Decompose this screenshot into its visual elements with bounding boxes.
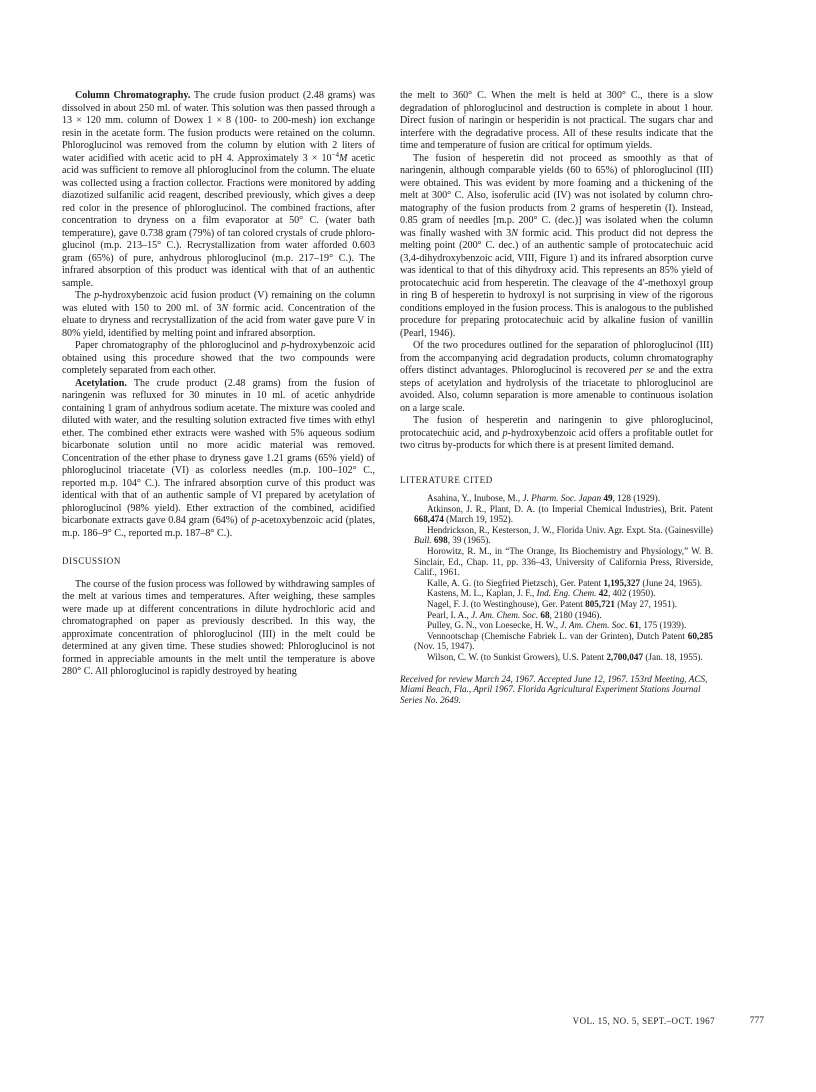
text-run: -hydroxybenzoic acid obtained using this procedure showed that the two compounds were completely separated from each other. <box>62 340 375 376</box>
reference-item <box>400 631 713 652</box>
body-paragraph <box>400 90 713 153</box>
text-run: Kalle, A. G. (to Siegfried Pietzsch), Ger. Patent <box>427 577 604 588</box>
bold-text: 1,195,327 <box>603 577 641 588</box>
text-run: -hydroxybenzoic acid offers a profitable outlet for two citrus by-products for which there is at present limited demand. <box>400 427 714 451</box>
text-run: , 39 (1965). <box>447 535 491 546</box>
text-run: formic acid. This product did not depress the melting point (200° C. dec.) of an authentic sample of protocatechuic acid (3,4-dihydroxybenzoic acid, VIII, Figure 1) and its infrared absorption curve was identical to that of this dihydroxy acid. This represents an 85% yield of protocatechuic acid from hesperetin. The cleavage of the 4′-methoxyl group in ring B of hesperetin to hydroxyl is not surprising in view of the rigorous conditions employed in the fusion process. This is analogous to the published procedure for preparing protocatechuic acid by alkaline fusion of vanillin (Pearl, 1946). <box>400 227 713 339</box>
body-paragraph <box>400 415 713 453</box>
text-run: The crude fusion product (2.48 grams) was dissolved in about 250 ml. of water. This solution was then passed through a 13 × 120 mm. column of Dowex 1 × 8 (100- to 200-mesh) ion exchange resin in the acetate form. The fusion products were retained on the column. Phloroglucinol was removed from the column by elution with 2 liters of water acidified with acetic acid to pH 4. Approximately 3 × 10 <box>62 90 375 164</box>
text-run: The fusion of hesperetin did not proceed as smoothly as that of naringenin, although comparable yields (60 to 65%) of phloroglucinol (III) were obtained. This was evident by more foaming and a thickening of the melt at 300° C. Also, isoferulic acid (IV) was not isolated by column chromatography of the fusion products from 2 grams of hesperetin (I). Instead, 0.85 gram of needles [m.p. 200° C. (dec.)] was isolated when the column was finally washed with 3 <box>400 152 713 239</box>
italic-text: p <box>502 427 508 439</box>
text-run: The fusion of hesperetin and naringenin to give phloroglucinol, protocatechuic acid, and <box>400 415 713 439</box>
text-run: , 402 (1950). <box>607 588 656 599</box>
bold-text: Column Chromatography. <box>75 90 191 101</box>
italic-text: per se <box>629 365 655 376</box>
body-paragraph <box>62 340 375 378</box>
reference-item <box>400 493 713 504</box>
reference-item <box>400 610 713 621</box>
reference-item <box>400 578 713 589</box>
italic-text: J. Am. Chem. Soc. <box>471 609 539 620</box>
body-paragraph <box>62 579 375 679</box>
bold-text: 60,285 <box>687 630 713 641</box>
text-run: The <box>75 290 95 301</box>
text-run: , 175 (1939). <box>638 620 687 631</box>
right-column <box>400 90 713 706</box>
text-run: Of the two procedures outlined for the separation of phloroglucinol (III) from the accompanying acid degradation products, column chromatography offers distinct advantages. Phloroglucinol is recovered <box>400 340 713 376</box>
text-run: (Jan. 18, 1955). <box>643 651 703 662</box>
reference-list <box>400 493 713 663</box>
journal-issue: VOL. 15, NO. 5, SEPT.–OCT. 1967 <box>572 1016 715 1026</box>
italic-text: J. Pharm. Soc. Japan <box>522 493 602 503</box>
bold-text: 668,474 <box>414 514 444 525</box>
text-run: , 2180 (1946). <box>549 609 602 620</box>
italic-text: N <box>221 302 229 314</box>
bold-text: 698 <box>433 535 448 546</box>
text-run: Atkinson, J. R., Plant, D. A. (to Imperial Chemical Industries), Brit. Patent <box>427 503 713 514</box>
body-paragraph <box>62 290 375 340</box>
reference-item <box>400 599 713 610</box>
text-run: Asahina, Y., Inubose, M., <box>427 493 523 503</box>
italic-text: p <box>281 340 287 351</box>
italic-text: p <box>251 515 257 526</box>
text-run: , 128 (1929). <box>612 493 660 503</box>
text-run: (Nov. 15, 1947). <box>414 641 475 652</box>
text-run: Pulley, G. N., von Loesecke, H. W., <box>427 620 561 631</box>
reference-item <box>400 546 713 578</box>
text-run: Paper chromatography of the phloroglucinol and <box>75 340 282 351</box>
reference-item <box>400 620 713 631</box>
text-run: the melt to 360° C. When the melt is held at 300° C., there is a slow degradation of phloroglucinol and destruction is complete in about 1 hour. Direct fusion of naringin or hesperidin is not practical. The sugars char and interfere with the degradative process. All of these results indicate that the time and temperature of fusion are critical for optimum yields. <box>400 90 713 151</box>
italic-text: p <box>94 290 100 301</box>
bold-text: Acetylation. <box>75 377 127 389</box>
body-paragraph <box>62 378 375 541</box>
references-heading: LITERATURE CITED <box>400 474 493 485</box>
text-run: -hydroxybenzoic acid fusion product (V) remaining on the column was eluted with 150 to 200 ml. of 3 <box>62 290 376 314</box>
text-run: Hendrickson, R., Kesterson, J. W., Florida Univ. Agr. Expt. Sta. (Gainesville) <box>427 524 713 535</box>
reference-item <box>400 525 713 546</box>
body-paragraph <box>400 153 713 341</box>
text-run: Wilson, C. W. (to Sunkist Growers), U.S. Patent <box>427 651 607 662</box>
page-number: 777 <box>749 1016 764 1026</box>
bold-text: 805,721 <box>585 598 615 609</box>
section-heading: DISCUSSION <box>62 556 122 566</box>
bold-text: 2,700,047 <box>606 651 644 662</box>
text-run: Kastens, M. L., Kaplan, J. F., <box>427 588 537 599</box>
text-run: The crude product (2.48 grams) from the fusion of naringenin was refluxed for 30 minutes in 10 ml. of acetic anhydride containing 1 gram of anhydrous sodium acetate. The mixture was cooled and diluted with water, and the resulting solution extracted five times with ethyl ether. The combined ether extracts were washed with 5% aqueous sodium bicarbonate solution until no more acidic material was removed. Concentration of the ether phase to dryness gave 1.21 grams (65% yield) of phloroglucinol triacetate (VI) as colorless needles (m.p. 100–102° C., reported m.p. 104° C.). The infrared absorption curve of this product was identical with that of an authentic sample of VI prepared by acetylation of phloroglucinol (98% yield). Ether extraction of the combined, acidified bicarbonate extracts gave 0.84 gram (64%) of <box>62 377 375 526</box>
body-paragraph <box>400 340 713 415</box>
text-run: Nagel, F. J. (to Westinghouse), Ger. Patent <box>427 598 586 609</box>
italic-text: Received for review March 24, 1967. Accepted June 12, 1967. 153rd Meeting, ACS, Miami Beach, Fla., April 1967. Florida Agricultural Experiment Stations Journal Series No. 2649. <box>400 673 708 706</box>
bold-text: 42 <box>598 588 608 599</box>
reference-item <box>400 588 713 599</box>
text-run: (May 27, 1951). <box>614 598 677 609</box>
italic-text: M <box>339 152 348 164</box>
bold-text: 68 <box>540 609 550 620</box>
italic-text: Bull. <box>414 535 432 546</box>
text-run: formic acid. Concentration of the eluate to dryness and recrystallization of the acid from water gave pure V in 80% yield, identified by melting point and infrared absorption. <box>62 302 376 339</box>
left-column <box>62 90 375 679</box>
reference-item <box>400 652 713 663</box>
italic-text: J. Am. Chem. Soc. <box>560 620 628 631</box>
text-run: Pearl, I. A., <box>427 609 472 620</box>
italic-text: N <box>511 227 518 239</box>
text-run: (March 19, 1952). <box>443 514 514 525</box>
italic-text: Ind. Eng. Chem. <box>536 588 597 599</box>
superscript-text: −4 <box>331 150 339 159</box>
bold-text: 61 <box>629 620 639 631</box>
received-note <box>400 674 713 706</box>
text-run: Vennootschap (Chemische Fabriek L. van der Grinten), Dutch Patent <box>427 630 688 641</box>
text-run: (June 24, 1965). <box>640 577 703 588</box>
text-run: -acetoxybenzoic acid (plates, m.p. 186–9° C., reported m.p. 187–8° C.). <box>62 515 375 539</box>
text-run: acetic acid was sufficient to remove all phloroglucinol from the column. The eluate was collected using a fraction collector. Fractions were monitored by adding diazotized sulfanilic acid reagent, described previously, which gives a deep red color in the presence of phloroglucinol. The combined fractions, after concentration to dryness on a film evaporator at 50° C. (water bath temperature), gave 0.738 gram (79%) of tan colored crystals of crude phloroglucinol (m.p. 213–15° C.). Recrystallization from water afforded 0.603 gram (65%) of pure, anhydrous phloroglucinol (m.p. 217–19° C.). The infrared absorption of this product was identical with that of an authentic sample. <box>62 152 375 289</box>
body-paragraph <box>62 90 375 290</box>
text-run: The course of the fusion process was followed by withdrawing samples of the melt at various times and temperatures. After weighing, these samples were made up at different concentrations in dilute hydrochloric acid and chromatographed on paper as previously described. In this way, the approximate concentration of phloroglucinol (III) in the melt could be determined at any given time. These studies showed: Phloroglucinol is not formed in appreciable amounts in the melt until the temperature is above 280° C. All phloroglucinol is rapidly destroyed by heating <box>62 578 375 677</box>
text-run: Horowitz, R. M., in “The Orange, Its Biochemistry and Physiology,” W. B. Sinclair, Ed., Chap. 11, pp. 336–43, University of California Press, Riverside, Calif., 1961. <box>414 545 713 578</box>
reference-item <box>400 504 713 525</box>
text-run: and the extra steps of acetylation and hydrolysis of the triacetate to phloroglucinol are avoided. Also, column separation is more amenable to continuous isolation on a large scale. <box>400 365 713 414</box>
bold-text: 49 <box>603 493 613 503</box>
